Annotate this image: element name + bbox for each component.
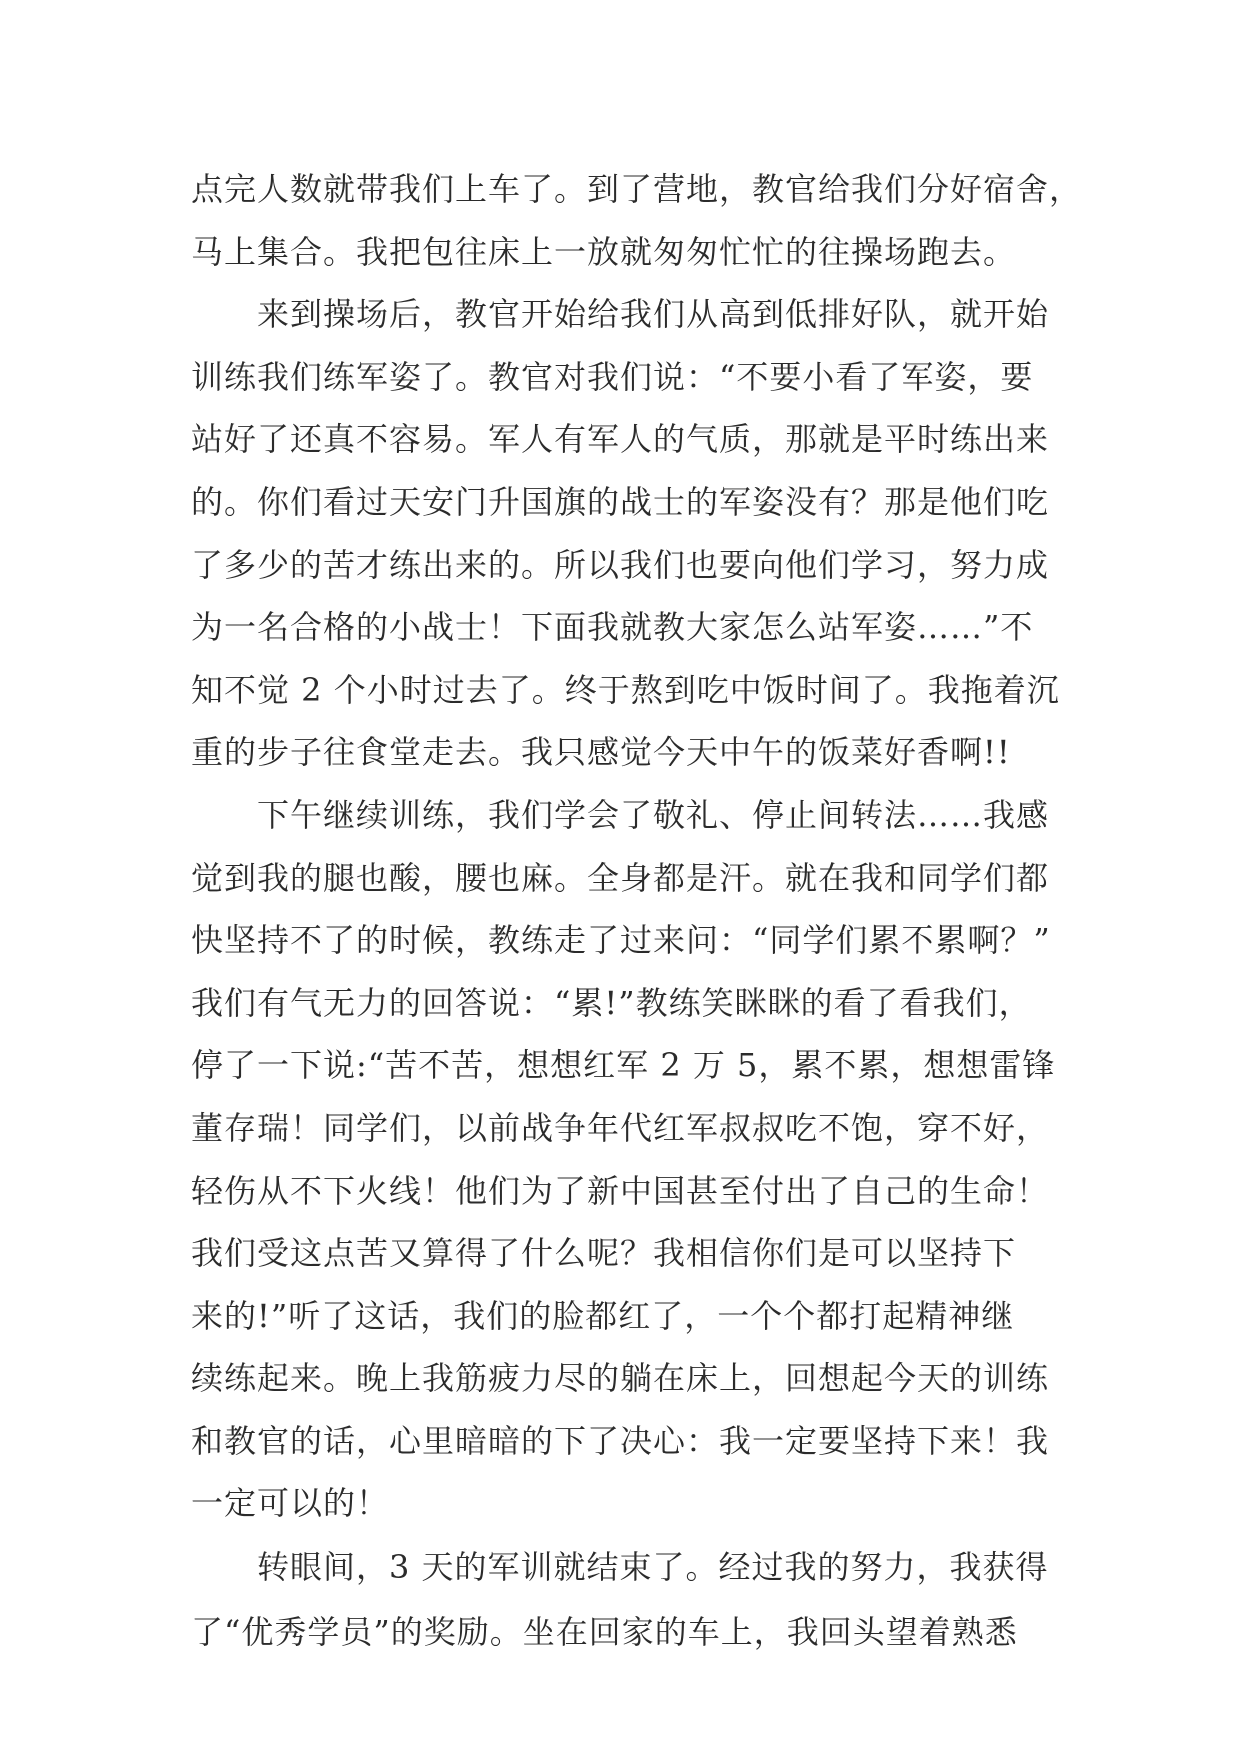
text-line: 马上集合。我把包往床上一放就匆匆忙忙的往操场跑去。 — [191, 232, 1017, 271]
text-line: 续练起来。晚上我筋疲力尽的躺在床上，回想起今天的训练 — [191, 1359, 1050, 1398]
text-line: 快坚持不了的时候，教练走了过来问：“同学们累不累啊？” — [191, 921, 1051, 960]
text-line: 觉到我的腿也酸，腰也麻。全身都是汗。就在我和同学们都 — [191, 858, 1050, 897]
text-line: 停了一下说:“苦不苦，想想红军 2 万 5，累不累，想想雷锋 — [191, 1046, 1056, 1085]
text-line: 转眼间，3 天的军训就结束了。经过我的努力，我获得 — [191, 1548, 1049, 1587]
text-line: 来的!”听了这话，我们的脸都红了，一个个都打起精神继 — [191, 1296, 1015, 1335]
text-line: 我们有气无力的回答说：“累!”教练笑眯眯的看了看我们， — [191, 983, 1032, 1022]
body-text — [191, 158, 1083, 1665]
text-line: 下午继续训练，我们学会了敬礼、停止间转法……我感 — [191, 795, 1050, 834]
text-line: 轻伤从不下火线！他们为了新中国甚至付出了自己的生命！ — [191, 1171, 1050, 1210]
text-line: 训练我们练军姿了。教官对我们说：“不要小看了军姿，要 — [191, 357, 1034, 396]
text-line: 的。你们看过天安门升国旗的战士的军姿没有？那是他们吃 — [191, 482, 1050, 521]
text-line: 站好了还真不容易。军人有军人的气质，那就是平时练出来 — [191, 420, 1050, 459]
text-line: 一定可以的！ — [191, 1484, 390, 1523]
text-line: 我们受这点苦又算得了什么呢？我相信你们是可以坚持下 — [191, 1234, 1017, 1273]
text-line: 和教官的话，心里暗暗的下了决心：我一定要坚持下来！我 — [191, 1421, 1050, 1460]
text-line: 点完人数就带我们上车了。到了营地，教官给我们分好宿舍， — [191, 170, 1083, 208]
text-line: 董存瑞！同学们，以前战争年代红军叔叔吃不饱，穿不好， — [191, 1108, 1050, 1147]
text-line: 为一名合格的小战士！下面我就教大家怎么站军姿……”不 — [191, 608, 1034, 647]
text-line: 了多少的苦才练出来的。所以我们也要向他们学习，努力成 — [191, 545, 1050, 584]
text-line: 来到操场后，教官开始给我们从高到低排好队，就开始 — [191, 295, 1050, 334]
text-line: 重的步子往食堂走去。我只感觉今天中午的饭菜好香啊!! — [191, 733, 1011, 772]
text-line: 知不觉 2 个小时过去了。终于熬到吃中饭时间了。我拖着沉 — [191, 670, 1060, 709]
text-line: 了“优秀学员”的奖励。坐在回家的车上，我回头望着熟悉 — [191, 1613, 1018, 1652]
